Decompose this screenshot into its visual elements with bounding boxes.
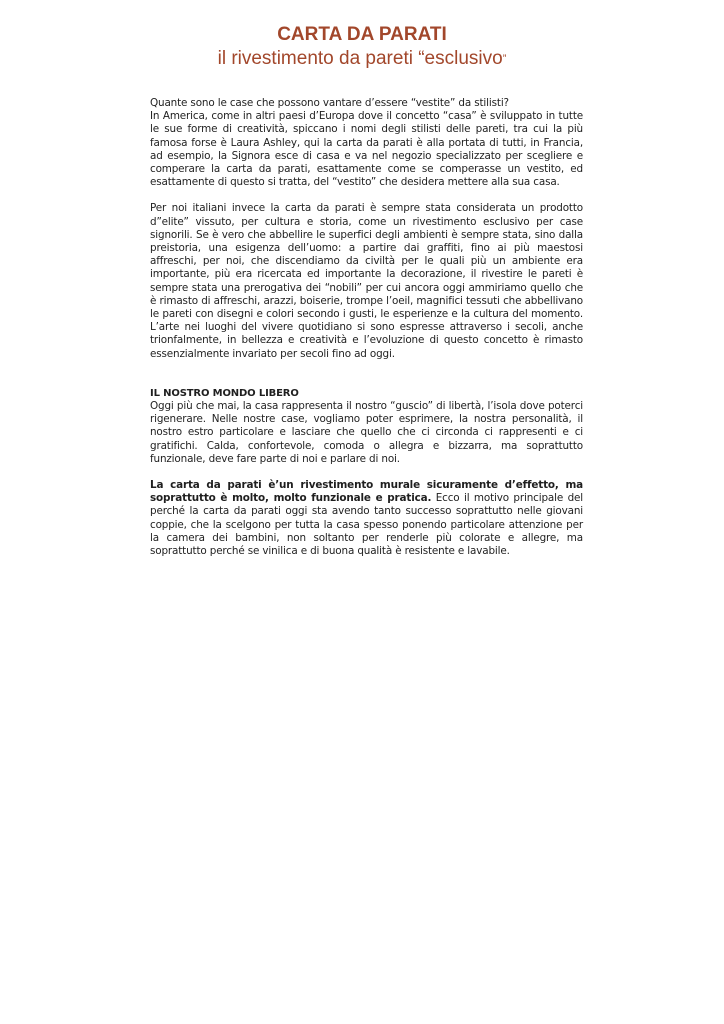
document-body [150,97,583,558]
subtitle-main: il rivestimento da pareti “esclusivo [217,48,503,69]
conclusion-bold-lead: La carta da parati è’un rivestimento murale sicuramente d’effetto, ma soprattutto è molto, molto funzionale e pratica. [150,479,583,505]
paragraph-spacer [150,189,583,202]
history-paragraph: Per noi italiani invece la carta da parati è sempre stata considerata un prodotto d”elite” vissuto, per cultura e storia, come un rivestimento esclusivo per case signorili. Se è vero che abbellire le superfici degli ambienti è sempre stata, sino dalla preistoria, una esigenza dell’uomo: a partire dai graffiti, fino ai più maestosi affreschi, per noi, che discendiamo da civiltà per le quali più un ambiente era importante, più era ricercata ed importante la decorazione, il rivestire le pareti è sempre stata una prerogativa dei “nobili” per cui ancora oggi ammiriamo quello che è rimasto di affreschi, arazzi, boiserie, trompe l’oeil, magnifici tessuti che abbellivano le pareti con disegni e colori secondo i gusti, le esperienze e la cultura del momento. L’arte nei luoghi del vivere quotidiano si sono espresse attraverso i secoli, anche trionfalmente, in bellezza e creatività e l’evoluzione di questo concetto è rimasto essenzialmente invariato per secoli fino ad oggi. [150,202,583,360]
paragraph-spacer [150,466,583,479]
freedom-paragraph: Oggi più che mai, la casa rappresenta il nostro “guscio” di libertà, l’isola dove poterci rigenerare. Nelle nostre case, vogliamo poter esprimere, la nostra personalità, il nostro estro particolare e lasciare che quello che ci circonda ci rappresenti e ci gratifichi. Calda, confortevole, comoda o allegra e bizzarra, ma soprattutto funzionale, deve fare parte di noi e parlare di noi. [150,400,583,465]
conclusion-paragraph [150,479,583,558]
intro-question: Quante sono le case che possono vantare d’essere “vestite” da stilisti? [150,97,509,109]
document-header [0,24,724,72]
conclusion-text: Ecco il motivo principale del perché la carta da parati oggi sta avendo tanto successo soprattutto nelle giovani coppie, che la scelgono per tutta la casa spesso ponendo particolare attenzione per la camera dei bambini, non soltanto per renderle più colorate e allegre, ma soprattutto perché se vinilica e di buona qualità è resistente e lavabile. [150,492,583,558]
intro-paragraph: In America, come in altri paesi d’Europa dove il concetto “casa” è sviluppato in tutte le sue forme di creatività, spiccano i nomi degli stilisti delle pareti, tra cui la più famosa forse è Laura Ashley, qui la carta da parati è alla portata di tutti, in Francia, ad esempio, la Signora esce di casa e va nel negozio specializzato per scegliere e comperare la carta da parati, esattamente come se comperasse un vestito, ed esattamente di questo si tratta, del “vestito” che desidera mettere alla sua casa. [150,110,583,189]
document-subtitle [0,46,724,72]
document-title: CARTA DA PARATI [277,24,447,45]
subtitle-closing-quote: ” [502,53,507,65]
section-spacer [150,361,583,387]
section-heading: IL NOSTRO MONDO LIBERO [150,387,299,399]
